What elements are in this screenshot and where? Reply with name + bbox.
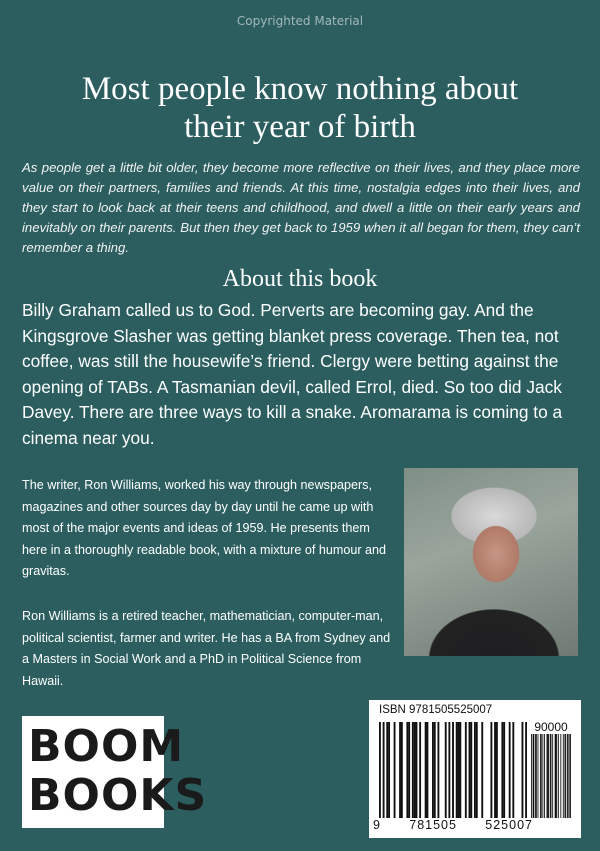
- barcode-bar: [408, 722, 410, 818]
- barcode-bar: [425, 722, 427, 818]
- barcode-bar: [538, 734, 539, 818]
- barcode-bar: [556, 734, 557, 818]
- barcode-bar: [509, 722, 511, 818]
- barcode-bar: [452, 722, 454, 818]
- barcode-bar: [458, 722, 460, 818]
- barcode-bar: [544, 734, 545, 818]
- barcode-bar: [469, 722, 471, 818]
- copyright-watermark: Copyrighted Material: [236, 14, 364, 28]
- barcode-bar: [550, 734, 551, 818]
- barcode-bar: [536, 734, 537, 818]
- barcode-bar: [427, 722, 429, 818]
- boom-books-logo: [22, 716, 208, 828]
- barcode-bar: [569, 734, 570, 818]
- barcode-addon-number: 90000: [534, 720, 568, 734]
- about-body: Billy Graham called us to God. Perverts are becoming gay. And the Kingsgrove Slasher was getting blanket press coverage. Then tea, not coffee, was still the housewife’s friend. Clergy were betting against the opening of TABs. A Tasmanian devil, called Errol, died. So too did Jack Davey. There are three ways to kill a snake. Aromarama is coming to a cinema near you.: [22, 300, 563, 448]
- barcode-bar: [567, 734, 568, 818]
- barcode-bar: [547, 734, 548, 818]
- barcode-bar: [501, 722, 503, 818]
- barcode-bar: [503, 722, 505, 818]
- barcode-bar: [568, 734, 569, 818]
- barcode-bar: [533, 734, 534, 818]
- barcode-bar: [465, 722, 467, 818]
- headline-line-2: their year of birth: [184, 109, 416, 145]
- barcode-bars: [379, 722, 527, 818]
- barcode-bar: [560, 734, 561, 818]
- barcode-bar: [456, 722, 458, 818]
- author-photo: [404, 468, 578, 656]
- barcode-bar: [434, 722, 436, 818]
- barcode-bar: [406, 722, 408, 818]
- headline-line-1: Most people know nothing about: [81, 71, 519, 107]
- bio-paragraph: Ron Williams is a retired teacher, mathematician, computer-man, political scientist, farmer and writer. He has a BA from Sydney and a Masters in Social Work and a PhD in Political Science from Hawaii.: [22, 609, 391, 688]
- headline: [20, 70, 580, 146]
- barcode-bar: [437, 722, 439, 818]
- barcode-bar: [448, 722, 450, 818]
- barcode-bar: [570, 734, 571, 818]
- barcode-bar: [555, 734, 556, 818]
- barcode-digits-group-1: 781505: [409, 818, 457, 832]
- barcode-bar: [445, 722, 447, 818]
- barcode-bar: [552, 734, 553, 818]
- barcode-bar: [394, 722, 396, 818]
- barcode-bar: [535, 734, 536, 818]
- barcode-bar: [496, 722, 498, 818]
- barcode-bar: [419, 722, 421, 818]
- barcode-bar: [565, 734, 566, 818]
- barcode-digits-group-2: 525007: [485, 818, 533, 832]
- intro-paragraph: As people get a little bit older, they become more reflective on their lives, and they place more value on their partners, families and friends. At this time, nostalgia edges into their lives, and they start to look back at their teens and childhood, and dwell a little on their early years and inevitably on their parents. But then they get back to 1959 when it all began for them, they can’t remember a thing.: [22, 160, 580, 255]
- isbn-label: ISBN 9781505525007: [379, 704, 493, 716]
- barcode-bar: [401, 722, 403, 818]
- barcode-bar: [481, 722, 483, 818]
- barcode-bar: [399, 722, 401, 818]
- about-heading: About this book: [222, 266, 378, 292]
- barcode-bar: [476, 722, 478, 818]
- logo-line-1: BOOM: [28, 721, 185, 772]
- isbn-barcode: [369, 700, 581, 838]
- barcode-bar: [383, 722, 385, 818]
- barcode-bar: [388, 722, 390, 818]
- barcode-bar: [540, 734, 541, 818]
- writer-paragraph: The writer, Ron Williams, worked his way through newspapers, magazines and other sources day by day until he came up with most of the major events and ideas of 1959. He presents them here in a thoroughly readable book, with a mixture of humour and gravitas.: [22, 478, 387, 578]
- barcode-bar: [541, 734, 542, 818]
- barcode-bar: [494, 722, 496, 818]
- barcode-bar: [386, 722, 388, 818]
- barcode-bar: [533, 734, 534, 818]
- barcode-bar: [531, 734, 532, 818]
- barcode-bar: [379, 722, 381, 818]
- barcode-bar: [416, 722, 418, 818]
- barcode-bar: [474, 722, 476, 818]
- barcode-bar: [564, 734, 565, 818]
- barcode-bar: [555, 734, 556, 818]
- barcode-bar: [522, 722, 524, 818]
- barcode-bar: [432, 722, 434, 818]
- barcode-bar: [490, 722, 492, 818]
- barcode-bar: [525, 722, 527, 818]
- logo-line-2: BOOKS: [28, 770, 208, 821]
- barcode-bar: [558, 734, 559, 818]
- barcode-bar: [512, 722, 514, 818]
- barcode-addon-bars: [531, 734, 571, 818]
- barcode-bar: [551, 734, 552, 818]
- barcode-bar: [542, 734, 543, 818]
- barcode-number: [373, 818, 533, 832]
- barcode-bar: [547, 734, 548, 818]
- barcode-digit-first: 9: [373, 818, 381, 832]
- barcode-bar: [470, 722, 472, 818]
- barcode-bar: [548, 734, 549, 818]
- barcode-bar: [414, 722, 416, 818]
- barcode-bar: [563, 734, 564, 818]
- barcode-bar: [412, 722, 414, 818]
- barcode-bar: [459, 722, 461, 818]
